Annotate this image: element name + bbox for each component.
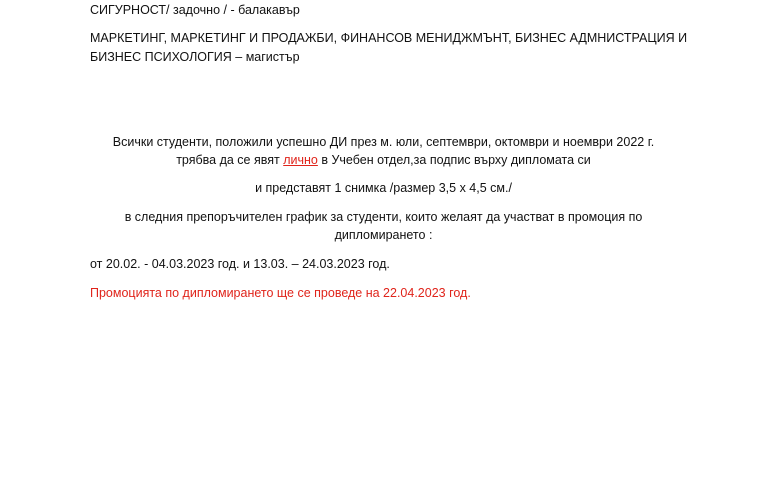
majors-line-1: МАРКЕТИНГ, МАРКЕТИНГ И ПРОДАЖБИ, ФИНАНСОВ МЕНИДЖМЪНТ, БИЗНЕС АДМНИСТРАЦИЯ И [90, 31, 688, 45]
notice-line-2 [0, 152, 767, 168]
schedule-dates: от 20.02. - 04.03.2023 год. и 13.03. – 24.03.2023 год. [90, 257, 390, 271]
notice-line-2-end: в Учебен отдел,за подпис върху дипломата си [317, 153, 591, 167]
majors-line-2: БИЗНЕС ПСИХОЛОГИЯ – магистър [90, 50, 300, 64]
program-line: СИГУРНОСТ/ задочно / - балакавър [90, 3, 300, 17]
notice-line-5: дипломирането : [334, 228, 433, 242]
promotion-announcement: Промоцията по дипломирането ще се проведе на 22.04.2023 год. [90, 286, 471, 300]
emphasis-personally: лично [283, 153, 318, 167]
notice-line-4: в следния препоръчителен график за студенти, които желаят да участват в промоция по [124, 210, 643, 224]
notice-line-2-start: трябва да се явят [176, 153, 284, 167]
notice-line-3: и представят 1 снимка /размер 3,5 х 4,5 см./ [255, 181, 512, 195]
notice-line-1: Всички студенти, положили успешно ДИ през м. юли, септември, октомври и ноември 2022 г. [112, 135, 655, 149]
